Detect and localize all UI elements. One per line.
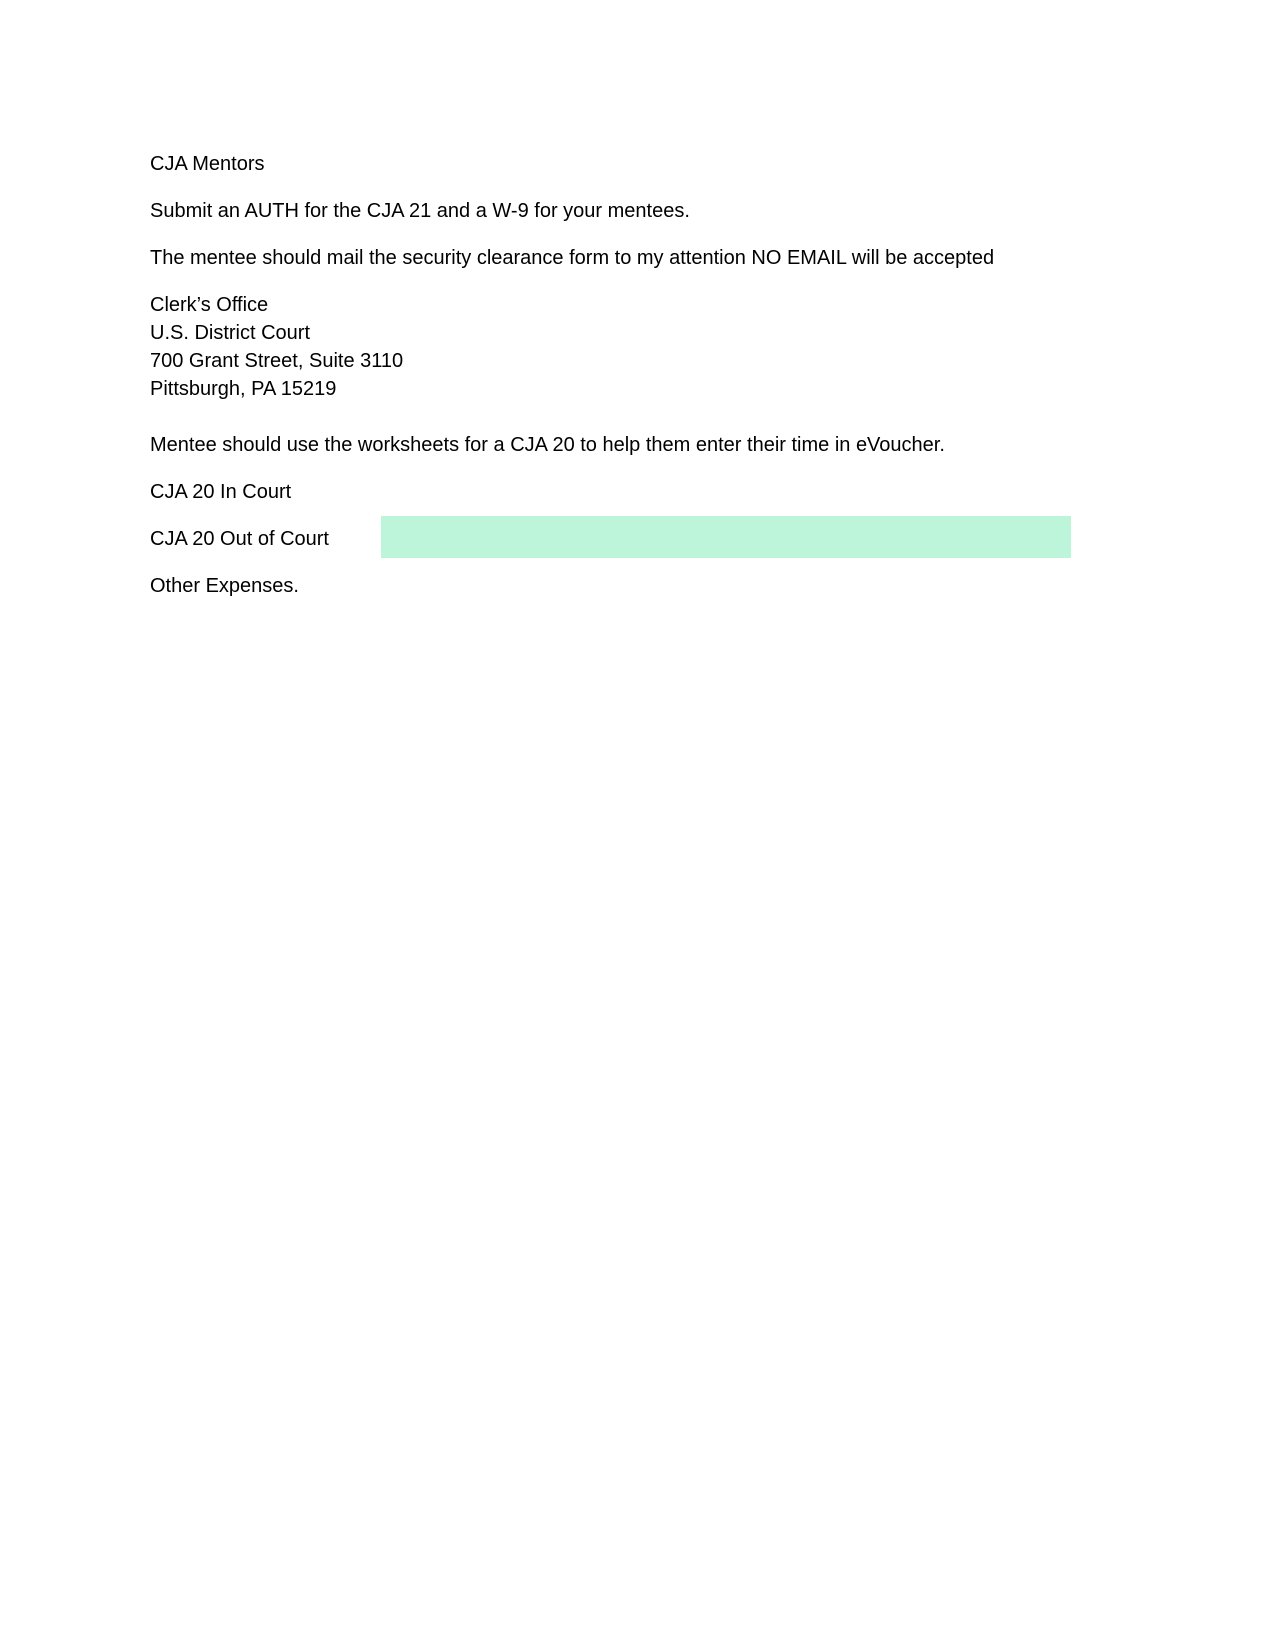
page-heading: CJA Mentors: [150, 153, 265, 175]
cja20-out-of-court-link[interactable]: CJA 20 Out of Court: [150, 528, 329, 550]
address-line-street: 700 Grant Street, Suite 3110: [150, 350, 404, 372]
worksheets-instruction: Mentee should use the worksheets for a CJA 20 to help them enter their time in eVoucher.: [150, 434, 945, 456]
auth-instruction: Submit an AUTH for the CJA 21 and a W-9 for your mentees.: [150, 200, 690, 222]
address-line-city: Pittsburgh, PA 15219: [150, 378, 337, 400]
address-line-office: Clerk’s Office: [150, 294, 269, 316]
cja20-in-court-link[interactable]: CJA 20 In Court: [150, 481, 292, 503]
highlight-bar: [381, 516, 1071, 558]
other-expenses-link[interactable]: Other Expenses.: [150, 575, 299, 597]
mail-instruction: The mentee should mail the security clearance form to my attention NO EMAIL will be accepted: [150, 247, 995, 269]
address-line-court: U.S. District Court: [150, 322, 311, 344]
